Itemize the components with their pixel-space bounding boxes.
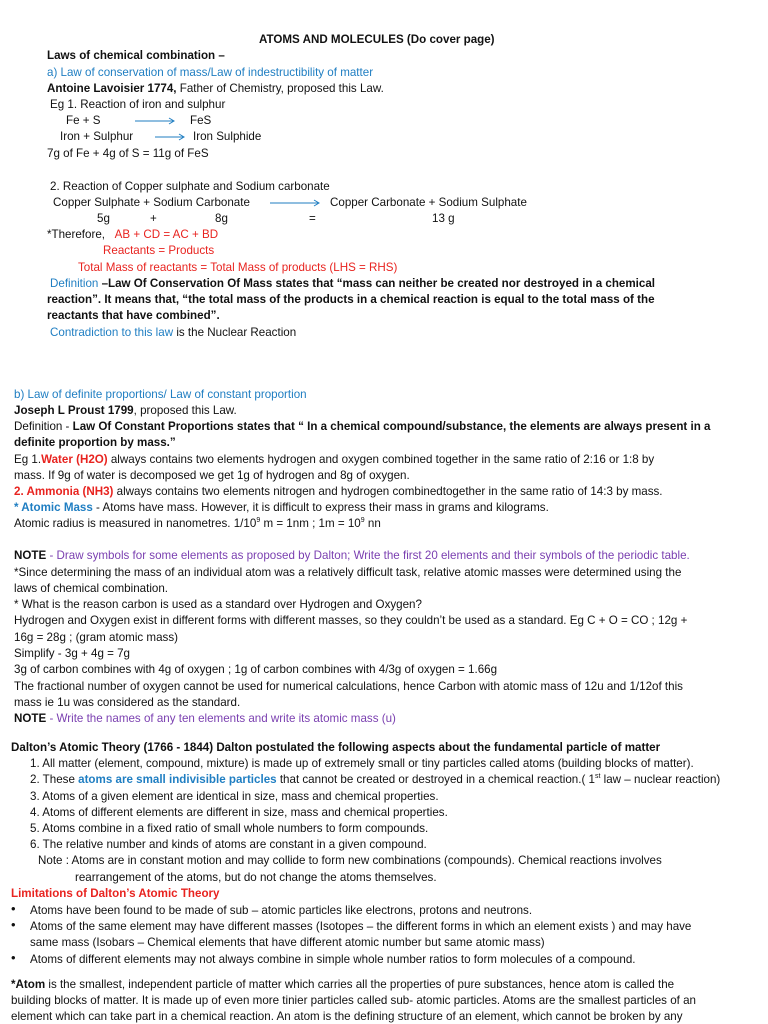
note-1-l1: *Since determining the mass of an individual atom was a relatively difficult task, relative atomic masses were determined using the bbox=[14, 566, 682, 579]
section-a-heading: a) Law of conservation of mass/Law of indestructibility of matter bbox=[47, 66, 374, 79]
dalton-point-1: 1. All matter (element, compound, mixture) is made up of extremely small or tiny particles called atoms (building blocks of matter). bbox=[30, 757, 694, 770]
bullet-icon: • bbox=[11, 901, 16, 916]
dalton-p2-b: atoms are small indivisible particles bbox=[78, 773, 277, 786]
note-1-l9: mass ie 1u was considered as the standard. bbox=[14, 696, 241, 709]
definition-text-3: reactants that have combined”. bbox=[47, 309, 220, 322]
water-rest: always contains two elements hydrogen and oxygen combined together in the same ratio of 2:16 or 1:8 by bbox=[107, 453, 655, 466]
atomic-mass-label: * Atomic Mass bbox=[14, 501, 93, 514]
definition-b-text-2: definite proportion by mass.” bbox=[14, 436, 176, 449]
proust-line bbox=[14, 403, 237, 418]
note-2-line bbox=[14, 711, 396, 726]
limitation-2b: same mass (Isobars – Chemical elements that have different atomic number but same atomic mass) bbox=[30, 936, 545, 949]
equation-4-left: Copper Sulphate + Sodium Carbonate bbox=[53, 196, 250, 209]
ammonia-line bbox=[14, 484, 663, 499]
atomic-mass-rest: - Atoms have mass. However, it is difficult to express their mass in grams and kilograms. bbox=[92, 501, 549, 514]
mass-sodium-carbonate: 8g bbox=[215, 212, 228, 225]
therefore-label: *Therefore, bbox=[47, 228, 105, 241]
dalton-point-4: 4. Atoms of different elements are different in size, mass and chemical properties. bbox=[30, 806, 448, 819]
note-1-l2: laws of chemical combination. bbox=[14, 582, 169, 595]
proust-name: Joseph L Proust 1799 bbox=[14, 404, 134, 417]
note-1-l3: * What is the reason carbon is used as a standard over Hydrogen and Oxygen? bbox=[14, 598, 422, 611]
proust-rest: , proposed this Law. bbox=[133, 404, 237, 417]
limitations-heading: Limitations of Dalton’s Atomic Theory bbox=[11, 887, 220, 900]
atomic-mass-line bbox=[14, 500, 549, 515]
contradiction-rest: is the Nuclear Reaction bbox=[173, 326, 297, 339]
radius-exponent-2: 9 bbox=[360, 517, 365, 525]
limitation-3: Atoms of different elements may not always combine in simple whole number ratios to form molecules of a compound. bbox=[30, 953, 636, 966]
equation-3: 7g of Fe + 4g of S = 11g of FeS bbox=[47, 147, 209, 160]
note-2-text: - Write the names of any ten elements and write its atomic mass (u) bbox=[46, 712, 396, 725]
definition-line-1 bbox=[50, 276, 655, 291]
section-b-heading: b) Law of definite proportions/ Law of constant proportion bbox=[14, 388, 307, 401]
atom-text-1: is the smallest, independent particle of matter which carries all the properties of pure substances, hence atom is called the bbox=[45, 978, 675, 991]
equation-1-left: Fe + S bbox=[66, 114, 101, 127]
note-1-l5: 16g = 28g ; (gram atomic mass) bbox=[14, 631, 178, 644]
note-1-l6: Simplify - 3g + 4g = 7g bbox=[14, 647, 130, 660]
note-1-l7: 3g of carbon combines with 4g of oxygen ; 1g of carbon combines with 4/3g of oxygen = 1.66g bbox=[14, 663, 498, 676]
atom-line-2: building blocks of matter. It is made up of even more tinier particles called sub- atomic particles. Atoms are the smallest particles of an bbox=[11, 994, 696, 1007]
contradiction-label: Contradiction to this law bbox=[50, 326, 174, 339]
note-1-text: - Draw symbols for some elements as proposed by Dalton; Write the first 20 elements and their symbols of the periodic table. bbox=[46, 549, 690, 562]
mass-plus: + bbox=[150, 212, 157, 225]
definition-b-text-1: Law Of Constant Proportions states that “ In a chemical compound/substance, the elements are always present in a bbox=[72, 420, 711, 433]
dalton-p2-sup: st bbox=[594, 773, 601, 781]
abcd-equation: AB + CD = AC + BD bbox=[114, 228, 219, 241]
lavoisier-rest: Father of Chemistry, proposed this Law. bbox=[176, 82, 384, 95]
mass-products: 13 g bbox=[432, 212, 455, 225]
reaction-arrow-icon bbox=[155, 133, 187, 141]
reaction-arrow-icon bbox=[135, 117, 177, 125]
therefore-line bbox=[47, 227, 218, 242]
page-title: ATOMS AND MOLECULES (Do cover page) bbox=[259, 33, 495, 46]
ammonia-formula: 2. Ammonia (NH3) bbox=[14, 485, 114, 498]
equation-4-right: Copper Carbonate + Sodium Sulphate bbox=[330, 196, 527, 209]
radius-text-b: m = 1nm ; 1m = 10 bbox=[260, 517, 361, 530]
note-1-l8: The fractional number of oxygen cannot be used for numerical calculations, hence Carbon with atomic mass of 12u and 1/12of this bbox=[14, 680, 683, 693]
water-line-2: mass. If 9g of water is decomposed we get 1g of hydrogen and 8g of oxygen. bbox=[14, 469, 410, 482]
limitation-1: Atoms have been found to be made of sub – atomic particles like electrons, protons and neutrons. bbox=[30, 904, 533, 917]
dalton-note-2: rearrangement of the atoms, but do not change the atoms themselves. bbox=[75, 871, 437, 884]
limitation-2a: Atoms of the same element may have different masses (Isotopes – the different forms in which an element exists ) and may have bbox=[30, 920, 692, 933]
definition-b-label: Definition - bbox=[14, 420, 73, 433]
mass-copper-sulphate: 5g bbox=[97, 212, 110, 225]
reaction-arrow-icon bbox=[270, 199, 322, 207]
total-mass-equation: Total Mass of reactants = Total Mass of products (LHS = RHS) bbox=[78, 261, 398, 274]
bullet-icon: • bbox=[11, 917, 16, 932]
example-2: 2. Reaction of Copper sulphate and Sodium carbonate bbox=[50, 180, 330, 193]
dalton-p2-a: 2. These bbox=[30, 773, 79, 786]
dalton-p2-c: that cannot be created or destroyed in a chemical reaction.( 1 bbox=[276, 773, 595, 786]
radius-exponent-1: 9 bbox=[256, 517, 261, 525]
definition-text-1: –Law Of Conservation Of Mass states that “mass can neither be created nor destroyed in a chemical bbox=[98, 277, 656, 290]
water-formula: Water (H2O) bbox=[41, 453, 108, 466]
example-1: Eg 1. Reaction of iron and sulphur bbox=[50, 98, 226, 111]
eg-prefix: Eg 1. bbox=[14, 453, 42, 466]
dalton-heading: Dalton’s Atomic Theory (1766 - 1844) Dalton postulated the following aspects about the fundamental particle of matter bbox=[11, 741, 661, 754]
note-1-line bbox=[14, 548, 690, 563]
definition-text-2: reaction”. It means that, “the total mass of the products in a chemical reaction is equal to the total mass of the bbox=[47, 293, 655, 306]
equation-2-right: Iron Sulphide bbox=[193, 130, 262, 143]
contradiction-line bbox=[50, 325, 296, 340]
dalton-point-3: 3. Atoms of a given element are identical in size, mass and chemical properties. bbox=[30, 790, 439, 803]
laws-heading: Laws of chemical combination – bbox=[47, 49, 225, 62]
ammonia-rest: always contains two elements nitrogen and hydrogen combinedtogether in the same ratio of 14:3 by mass. bbox=[113, 485, 663, 498]
lavoisier-name: Antoine Lavoisier 1774, bbox=[47, 82, 177, 95]
dalton-point-2 bbox=[30, 772, 720, 787]
mass-equals: = bbox=[309, 212, 316, 225]
note-1-l4: Hydrogen and Oxygen exist in different forms with different masses, so they couldn’t be used as a standard. Eg C + O = CO ; 12g + bbox=[14, 614, 688, 627]
lavoisier-line bbox=[47, 81, 384, 96]
dalton-point-6: 6. The relative number and kinds of atoms are constant in a given compound. bbox=[30, 838, 427, 851]
reactants-products: Reactants = Products bbox=[103, 244, 215, 257]
atomic-radius-line bbox=[14, 516, 381, 531]
note-1-label: NOTE bbox=[14, 549, 47, 562]
definition-label: Definition bbox=[50, 277, 99, 290]
dalton-note-1: Note : Atoms are in constant motion and may collide to form new combinations (compounds). Chemical reactions involves bbox=[38, 854, 662, 867]
dalton-p2-d: law – nuclear reaction) bbox=[600, 773, 721, 786]
bullet-icon: • bbox=[11, 950, 16, 965]
radius-text-c: nn bbox=[364, 517, 381, 530]
radius-text-a: Atomic radius is measured in nanometres. 1/10 bbox=[14, 517, 257, 530]
note-2-label: NOTE bbox=[14, 712, 47, 725]
equation-1-right: FeS bbox=[190, 114, 212, 127]
atom-label: *Atom bbox=[11, 978, 46, 991]
equation-2-left: Iron + Sulphur bbox=[60, 130, 134, 143]
water-line bbox=[14, 452, 654, 467]
atom-line-1 bbox=[11, 977, 674, 992]
atom-line-3: element which can take part in a chemical reaction. An atom is the defining structure of an element, which cannot be broken by any bbox=[11, 1010, 683, 1023]
dalton-point-5: 5. Atoms combine in a fixed ratio of small whole numbers to form compounds. bbox=[30, 822, 429, 835]
definition-b-line-1 bbox=[14, 419, 710, 434]
